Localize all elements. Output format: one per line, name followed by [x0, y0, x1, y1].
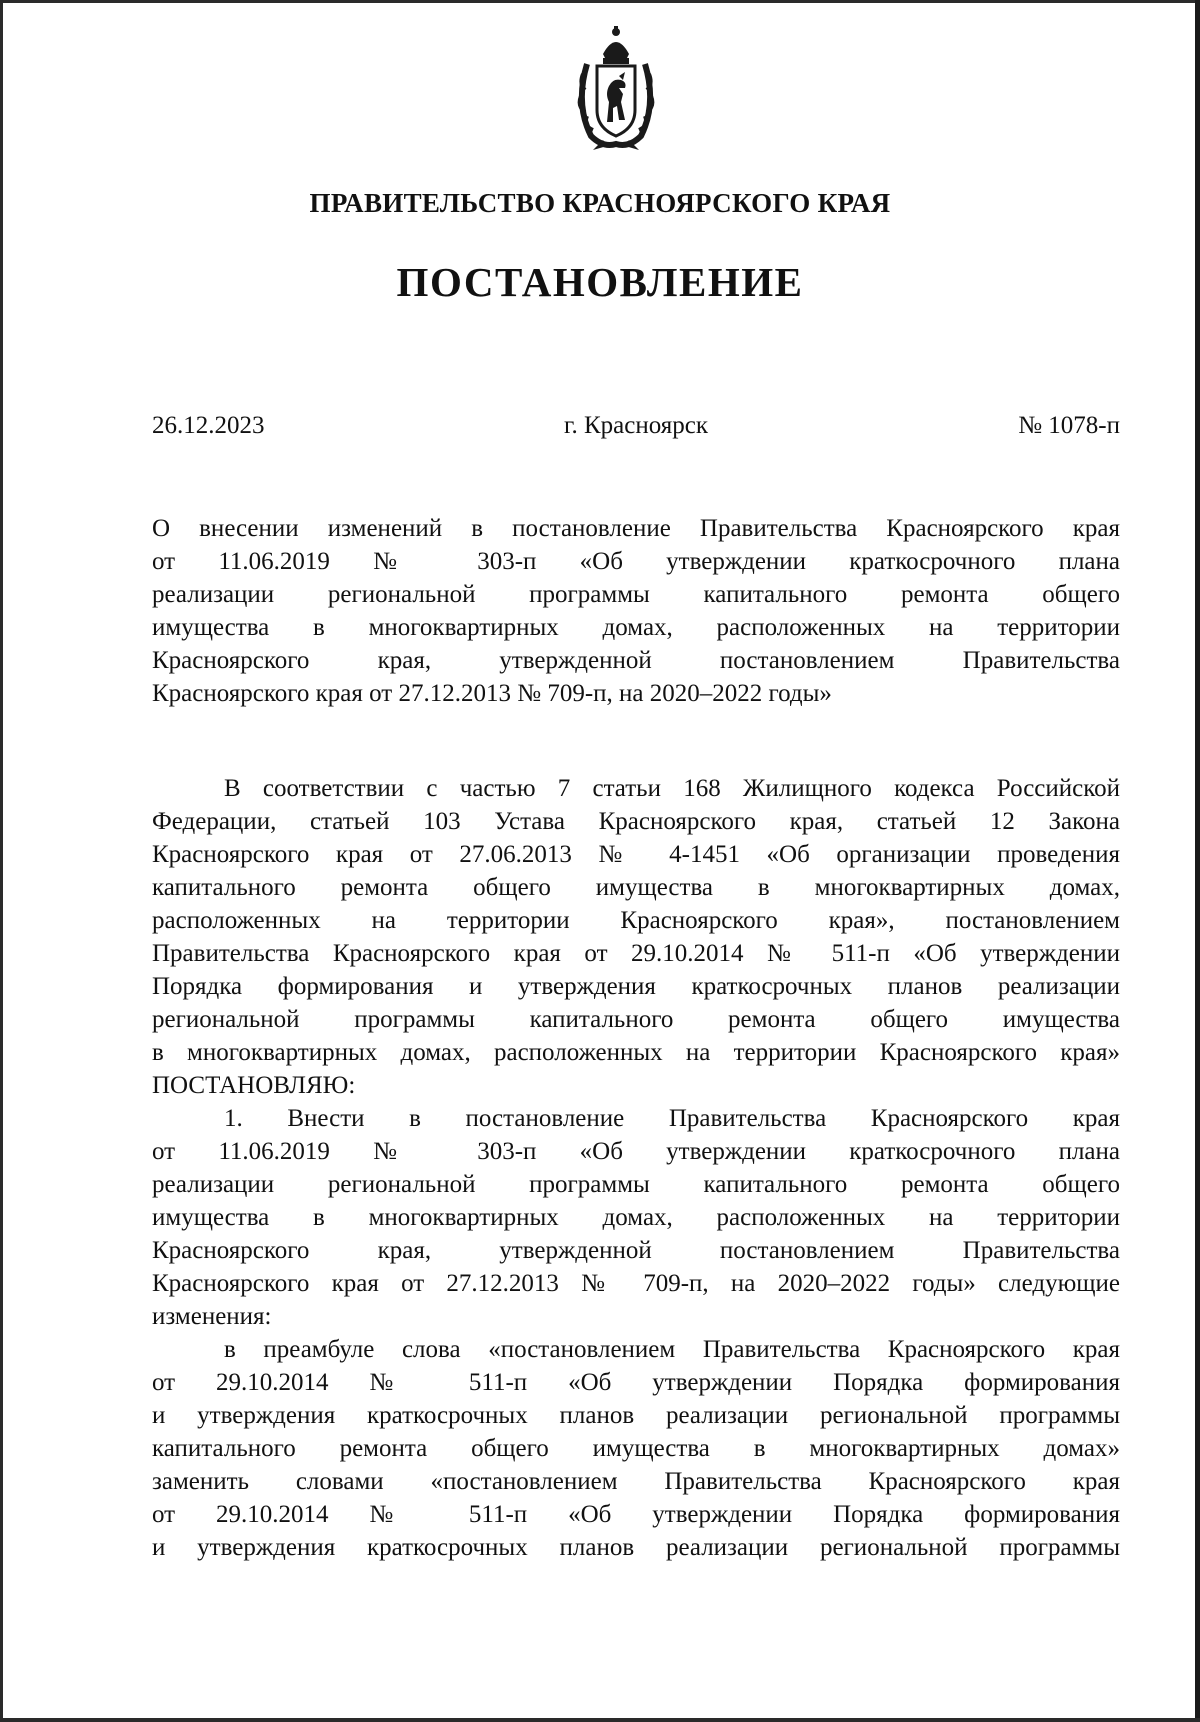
body-line: региональной программы капитального ремонта общего имущества	[152, 1006, 1120, 1033]
body-line: 1. Внести в постановление Правительства Красноярского края	[224, 1105, 1120, 1132]
body-line: Красноярского края от 27.06.2013 № 4-1451 «Об организации проведения	[152, 841, 1120, 868]
coat-of-arms-icon	[573, 24, 659, 152]
resolution-keyword: ПОСТАНОВЛЯЮ:	[152, 1072, 356, 1099]
subject-line: Красноярского края от 27.12.2013 № 709-п, на 2020–2022 годы»	[152, 680, 832, 707]
body-line: изменения:	[152, 1303, 272, 1330]
document-city: г. Красноярск	[564, 412, 708, 439]
scan-edge-bottom	[0, 1718, 1200, 1722]
body-line: заменить словами «постановлением Правительства Красноярского края	[152, 1468, 1120, 1495]
body-line: Красноярского края, утвержденной постановлением Правительства	[152, 1237, 1120, 1264]
subject-line: имущества в многоквартирных домах, расположенных на территории	[152, 614, 1120, 641]
body-line: реализации региональной программы капитального ремонта общего	[152, 1171, 1120, 1198]
subject-line: Красноярского края, утвержденной постановлением Правительства	[152, 647, 1120, 674]
document-body	[152, 772, 1120, 1564]
body-line: Правительства Красноярского края от 29.10.2014 № 511-п «Об утверждении	[152, 940, 1120, 967]
body-line: расположенных на территории Красноярского края», постановлением	[152, 907, 1120, 934]
body-line: в преамбуле слова «постановлением Правительства Красноярского края	[224, 1336, 1120, 1363]
body-line: Красноярского края от 27.12.2013 № 709-п, на 2020–2022 годы» следующие	[152, 1270, 1120, 1297]
body-line: от 11.06.2019 № 303-п «Об утверждении краткосрочного плана	[152, 1138, 1120, 1165]
document-subject	[152, 512, 1120, 710]
scan-edge-top	[0, 0, 1200, 3]
body-line: имущества в многоквартирных домах, расположенных на территории	[152, 1204, 1120, 1231]
document-number: № 1078-п	[1018, 412, 1120, 439]
document-type: ПОСТАНОВЛЕНИЕ	[396, 259, 804, 305]
document-date: 26.12.2023	[152, 412, 265, 439]
body-line: в многоквартирных домах, расположенных на территории Красноярского края»	[152, 1039, 1120, 1066]
government-title: ПРАВИТЕЛЬСТВО КРАСНОЯРСКОГО КРАЯ	[309, 188, 891, 218]
subject-line: от 11.06.2019 № 303-п «Об утверждении краткосрочного плана	[152, 548, 1120, 575]
body-line: от 29.10.2014 № 511-п «Об утверждении Порядка формирования	[152, 1369, 1120, 1396]
body-line: Порядка формирования и утверждения краткосрочных планов реализации	[152, 973, 1120, 1000]
subject-line: реализации региональной программы капитального ремонта общего	[152, 581, 1120, 608]
body-line: капитального ремонта общего имущества в многоквартирных домах,	[152, 874, 1120, 901]
document-meta	[152, 412, 1120, 446]
body-line: и утверждения краткосрочных планов реализации региональной программы	[152, 1402, 1120, 1429]
body-line: В соответствии с частью 7 статьи 168 Жилищного кодекса Российской	[224, 775, 1120, 802]
subject-line: О внесении изменений в постановление Правительства Красноярского края	[152, 515, 1120, 542]
body-line: Федерации, статьей 103 Устава Красноярского края, статьей 12 Закона	[152, 808, 1120, 835]
body-line: от 29.10.2014 № 511-п «Об утверждении Порядка формирования	[152, 1501, 1120, 1528]
body-line: капитального ремонта общего имущества в многоквартирных домах»	[152, 1435, 1120, 1462]
body-line: и утверждения краткосрочных планов реализации региональной программы	[152, 1534, 1120, 1561]
